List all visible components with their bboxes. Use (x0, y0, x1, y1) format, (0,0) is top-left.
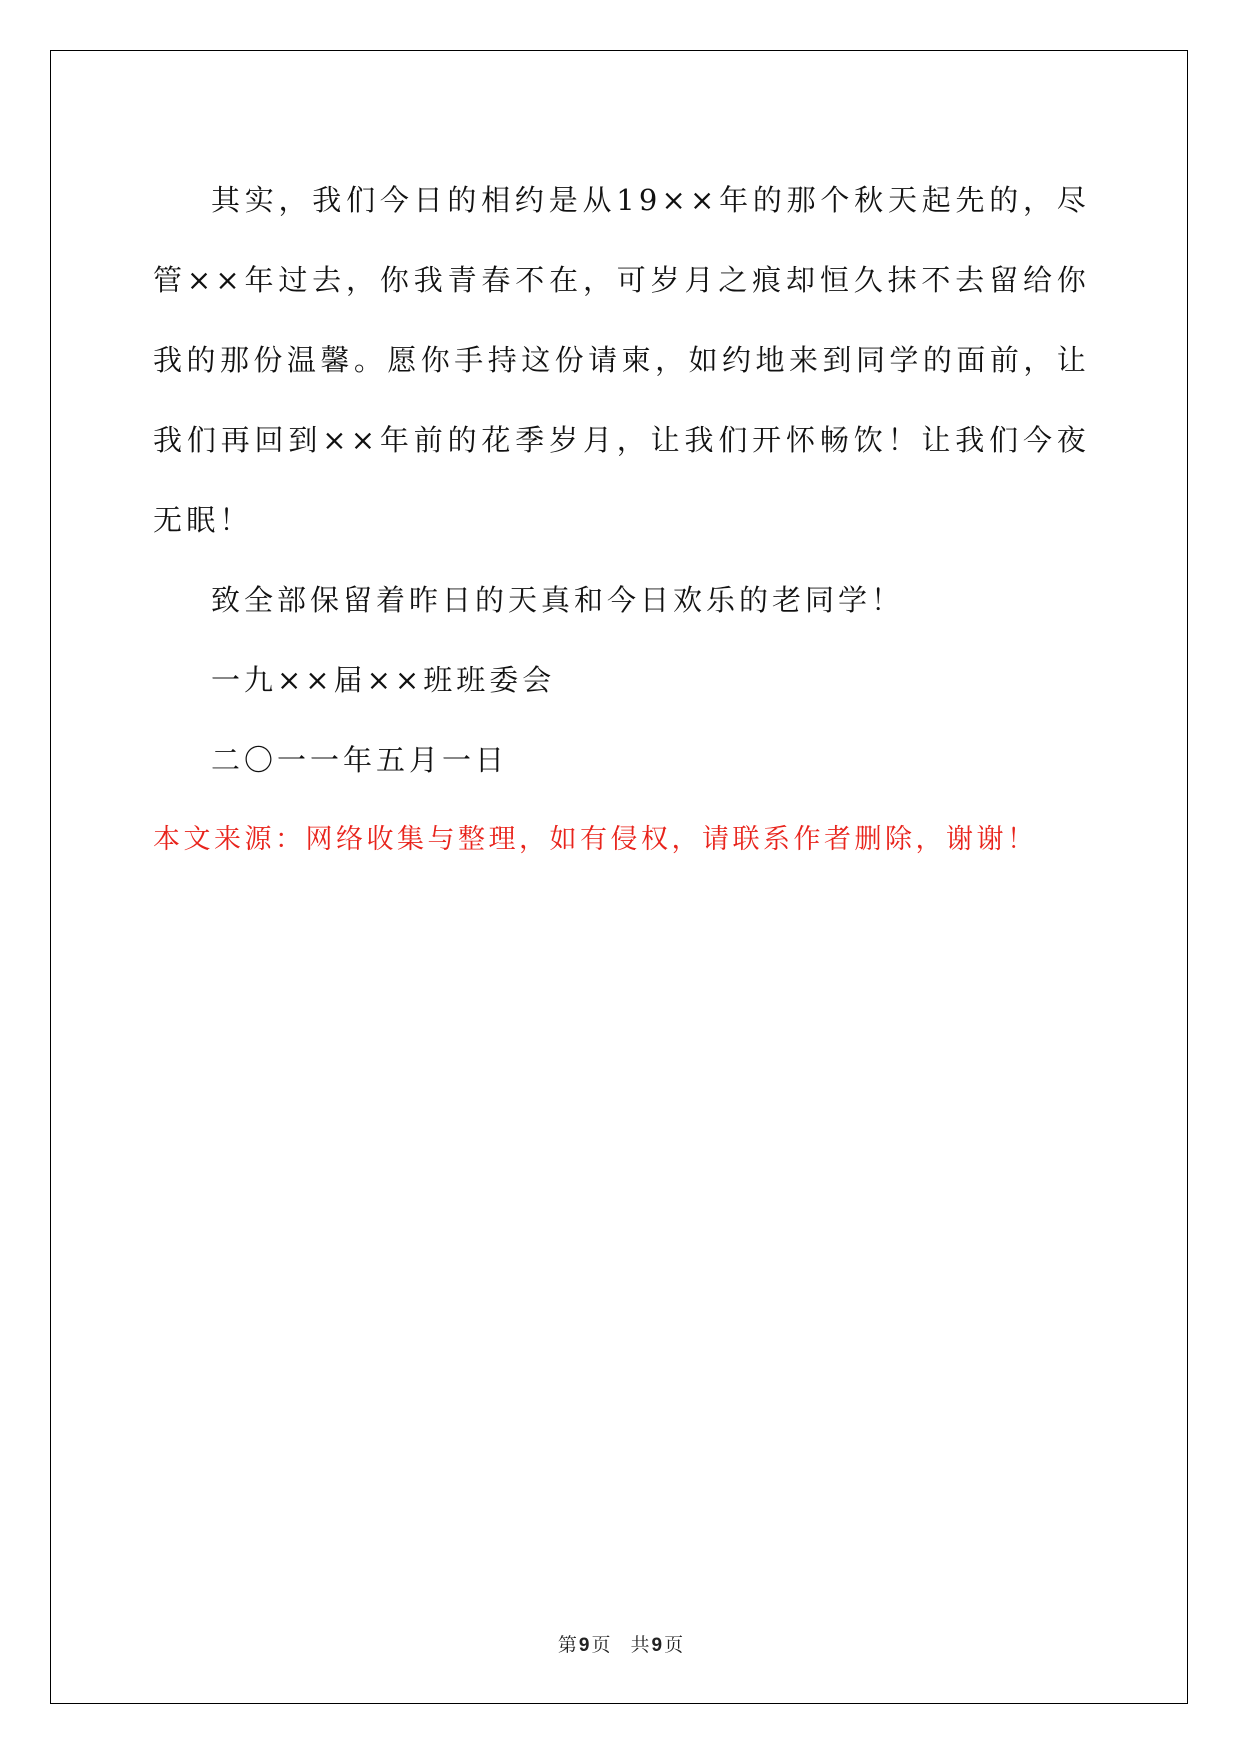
total-page-number: 9 (651, 1635, 663, 1656)
footer-total-suffix: 页 (664, 1634, 684, 1656)
footer-prefix: 第 (557, 1634, 577, 1656)
letter-date: 二〇一一年五月一日 (211, 743, 509, 777)
footer-page-word: 页 (591, 1634, 611, 1656)
document-body (153, 160, 1090, 800)
body-paragraph-invitation: 其实，我们今日的相约是从19××年的那个秋天起先的，尽管××年过去，你我青春不在，可岁月之痕却恒久抹不去留给你我的那份温馨。愿你手持这份请柬，如约地来到同学的面前，让我们再回到××年前的花季岁月，让我们开怀畅饮！让我们今夜无眠！ (153, 183, 1090, 537)
body-paragraph-greeting: 致全部保留着昨日的天真和今日欢乐的老同学！ (211, 583, 905, 617)
footer-total-prefix: 共 (630, 1634, 650, 1656)
page-number-footer (0, 1630, 1241, 1657)
signature: 一九××届××班班委会 (211, 663, 556, 697)
source-disclaimer: 本文来源：网络收集与整理，如有侵权，请联系作者删除，谢谢！ (153, 824, 1038, 855)
current-page-number: 9 (578, 1635, 590, 1656)
